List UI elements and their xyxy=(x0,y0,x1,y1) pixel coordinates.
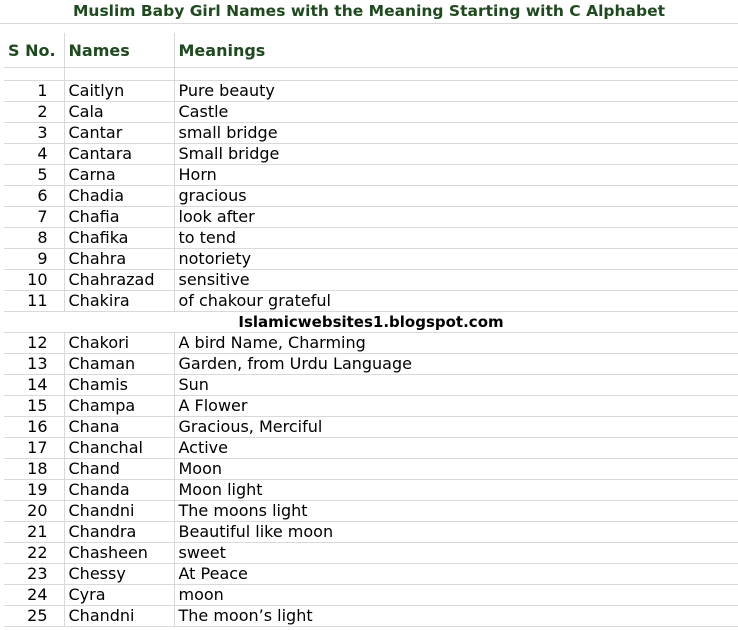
row-number-cell: 3 xyxy=(4,123,64,144)
name-cell: Chakori xyxy=(64,333,174,354)
banner-section xyxy=(4,312,738,333)
row-number-cell: 1 xyxy=(4,81,64,102)
row-number-cell: 8 xyxy=(4,228,64,249)
row-number-cell: 25 xyxy=(4,606,64,627)
spacer-row xyxy=(4,68,738,81)
table-row xyxy=(4,249,738,270)
table-row xyxy=(4,333,738,354)
spacer-cell xyxy=(4,68,64,81)
name-cell: Chadia xyxy=(64,186,174,207)
row-number-cell: 14 xyxy=(4,375,64,396)
meaning-cell: Pure beauty xyxy=(174,81,738,102)
table-body-first xyxy=(4,81,738,312)
row-number-cell: 4 xyxy=(4,144,64,165)
name-cell: Cala xyxy=(64,102,174,123)
meaning-cell: of chakour grateful xyxy=(174,291,738,312)
name-cell: Caitlyn xyxy=(64,81,174,102)
row-number-cell: 18 xyxy=(4,459,64,480)
meaning-cell: moon xyxy=(174,585,738,606)
meaning-cell: The moons light xyxy=(174,501,738,522)
meaning-cell: Small bridge xyxy=(174,144,738,165)
table-row xyxy=(4,438,738,459)
row-number-cell: 7 xyxy=(4,207,64,228)
name-cell: Chessy xyxy=(64,564,174,585)
name-cell: Chahra xyxy=(64,249,174,270)
name-cell: Champa xyxy=(64,396,174,417)
meaning-cell: Moon xyxy=(174,459,738,480)
name-cell: Chaman xyxy=(64,354,174,375)
name-cell: Carna xyxy=(64,165,174,186)
name-cell: Chandra xyxy=(64,522,174,543)
row-number-cell: 17 xyxy=(4,438,64,459)
row-number-cell: 23 xyxy=(4,564,64,585)
meaning-cell: Garden, from Urdu Language xyxy=(174,354,738,375)
name-cell: Chakira xyxy=(64,291,174,312)
table-row xyxy=(4,291,738,312)
row-number-cell: 10 xyxy=(4,270,64,291)
table-row xyxy=(4,606,738,627)
row-number-cell: 20 xyxy=(4,501,64,522)
row-number-cell: 22 xyxy=(4,543,64,564)
row-number-cell: 11 xyxy=(4,291,64,312)
row-number-cell: 19 xyxy=(4,480,64,501)
table-row xyxy=(4,480,738,501)
table-row xyxy=(4,459,738,480)
meaning-cell: A bird Name, Charming xyxy=(174,333,738,354)
meaning-cell: Gracious, Merciful xyxy=(174,417,738,438)
meaning-cell: sweet xyxy=(174,543,738,564)
column-header-meanings: Meanings xyxy=(174,33,738,68)
name-cell: Chahrazad xyxy=(64,270,174,291)
table-row xyxy=(4,396,738,417)
meaning-cell: Moon light xyxy=(174,480,738,501)
table-row xyxy=(4,207,738,228)
row-number-cell: 2 xyxy=(4,102,64,123)
column-header-sno: S No. xyxy=(4,33,64,68)
table-row xyxy=(4,186,738,207)
table-row xyxy=(4,522,738,543)
table-row xyxy=(4,375,738,396)
column-header-names: Names xyxy=(64,33,174,68)
row-number-cell: 16 xyxy=(4,417,64,438)
blog-banner: Islamicwebsites1.blogspot.com xyxy=(4,312,738,333)
names-table xyxy=(4,33,738,627)
table-row xyxy=(4,228,738,249)
row-number-cell: 9 xyxy=(4,249,64,270)
name-cell: Cantar xyxy=(64,123,174,144)
name-cell: Chand xyxy=(64,459,174,480)
meaning-cell: The moon’s light xyxy=(174,606,738,627)
table-row xyxy=(4,585,738,606)
row-number-cell: 12 xyxy=(4,333,64,354)
name-cell: Chana xyxy=(64,417,174,438)
meaning-cell: look after xyxy=(174,207,738,228)
header-row xyxy=(4,33,738,68)
table-row xyxy=(4,270,738,291)
meaning-cell: Castle xyxy=(174,102,738,123)
table-row xyxy=(4,354,738,375)
name-cell: Cyra xyxy=(64,585,174,606)
name-cell: Chandni xyxy=(64,501,174,522)
name-cell: Chandni xyxy=(64,606,174,627)
row-number-cell: 5 xyxy=(4,165,64,186)
banner-row xyxy=(4,312,738,333)
table-row xyxy=(4,564,738,585)
row-number-cell: 21 xyxy=(4,522,64,543)
table-row xyxy=(4,501,738,522)
meaning-cell: At Peace xyxy=(174,564,738,585)
name-cell: Cantara xyxy=(64,144,174,165)
spacer-cell xyxy=(64,68,174,81)
meaning-cell: notoriety xyxy=(174,249,738,270)
table-body-second xyxy=(4,333,738,627)
name-cell: Chamis xyxy=(64,375,174,396)
meaning-cell: A Flower xyxy=(174,396,738,417)
page-title: Muslim Baby Girl Names with the Meaning Starting with C Alphabet xyxy=(72,2,665,20)
table-row xyxy=(4,123,738,144)
name-cell: Chanchal xyxy=(64,438,174,459)
name-cell: Chanda xyxy=(64,480,174,501)
name-cell: Chafia xyxy=(64,207,174,228)
row-number-cell: 13 xyxy=(4,354,64,375)
table-row xyxy=(4,81,738,102)
meaning-cell: Horn xyxy=(174,165,738,186)
table-row xyxy=(4,417,738,438)
spacer-cell xyxy=(174,68,738,81)
meaning-cell: sensitive xyxy=(174,270,738,291)
meaning-cell: to tend xyxy=(174,228,738,249)
name-cell: Chasheen xyxy=(64,543,174,564)
meaning-cell: gracious xyxy=(174,186,738,207)
meaning-cell: Active xyxy=(174,438,738,459)
meaning-cell: small bridge xyxy=(174,123,738,144)
meaning-cell: Beautiful like moon xyxy=(174,522,738,543)
name-cell: Chafika xyxy=(64,228,174,249)
row-number-cell: 15 xyxy=(4,396,64,417)
row-number-cell: 6 xyxy=(4,186,64,207)
table-row xyxy=(4,144,738,165)
table-row xyxy=(4,102,738,123)
table-row xyxy=(4,543,738,564)
row-number-cell: 24 xyxy=(4,585,64,606)
table-row xyxy=(4,165,738,186)
meaning-cell: Sun xyxy=(174,375,738,396)
